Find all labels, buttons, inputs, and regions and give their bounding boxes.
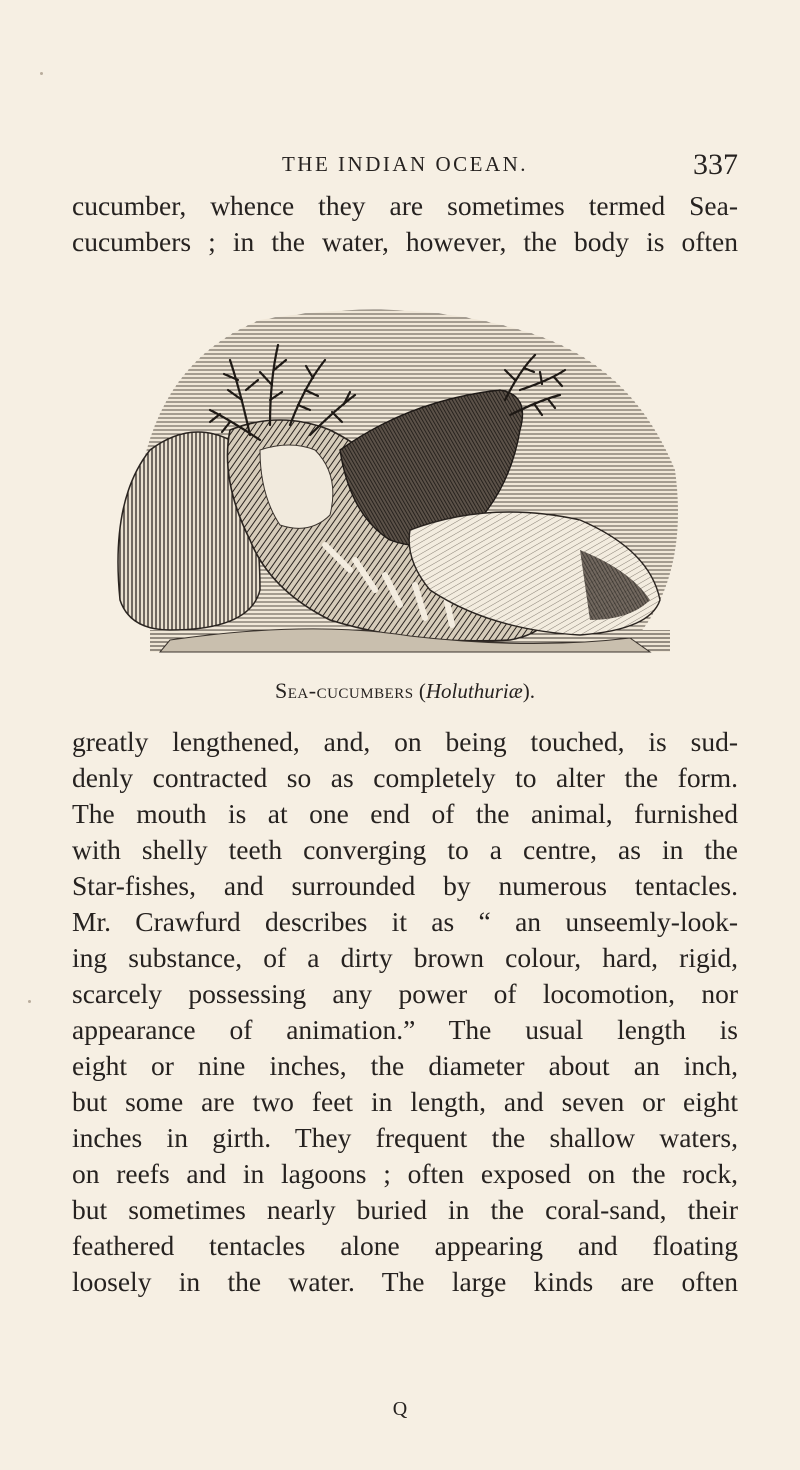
caption-close: ). xyxy=(522,679,535,703)
text-line: feathered tentacles alone appearing and floating xyxy=(72,1230,738,1261)
text-line: loosely in the water. The large kinds are often xyxy=(72,1266,738,1297)
text-line: but sometimes nearly buried in the coral-sand, their xyxy=(72,1194,738,1225)
text-line: scarcely possessing any power of locomotion, nor xyxy=(72,978,738,1009)
signature-mark: Q xyxy=(392,1398,408,1420)
caption-latin-name: Holuthuriæ xyxy=(425,679,523,703)
text-line: Mr. Crawfurd describes it as “ an unseemly-look- xyxy=(72,906,738,937)
text-line: but some are two feet in length, and seven or eight xyxy=(72,1086,738,1117)
text-line: inches in girth. They frequent the shallow waters, xyxy=(72,1122,738,1153)
text-line: with shelly teeth converging to a centre, as in the xyxy=(72,834,738,865)
caption-label: Sea-cucumbers xyxy=(275,678,414,703)
text-line: cucumber, whence they are sometimes termed Sea- xyxy=(72,190,738,221)
paper-speck xyxy=(28,1000,31,1003)
running-head xyxy=(72,148,738,188)
text-line: on reefs and in lagoons ; often exposed on the rock, xyxy=(72,1158,738,1189)
main-paragraph xyxy=(72,724,738,1300)
sea-cucumber-engraving xyxy=(110,300,690,672)
text-line: appearance of animation.” The usual length is xyxy=(72,1014,738,1045)
top-paragraph xyxy=(72,188,738,260)
text-line: eight or nine inches, the diameter about an inch, xyxy=(72,1050,738,1081)
caption-open: ( xyxy=(413,679,426,703)
running-title: THE INDIAN OCEAN. xyxy=(281,152,529,176)
figure-caption xyxy=(72,678,738,704)
text-line: cucumbers ; in the water, however, the body is often xyxy=(72,226,738,257)
text-line: Star-fishes, and surrounded by numerous tentacles. xyxy=(72,870,738,901)
text-line: denly contracted so as completely to alter the form. xyxy=(72,762,738,793)
text-line: greatly lengthened, and, on being touched, is sud- xyxy=(72,726,738,757)
text-line: ing substance, of a dirty brown colour, hard, rigid, xyxy=(72,942,738,973)
text-line: The mouth is at one end of the animal, furnished xyxy=(72,798,738,829)
page-number: 337 xyxy=(693,148,738,181)
paper-speck xyxy=(40,72,43,75)
